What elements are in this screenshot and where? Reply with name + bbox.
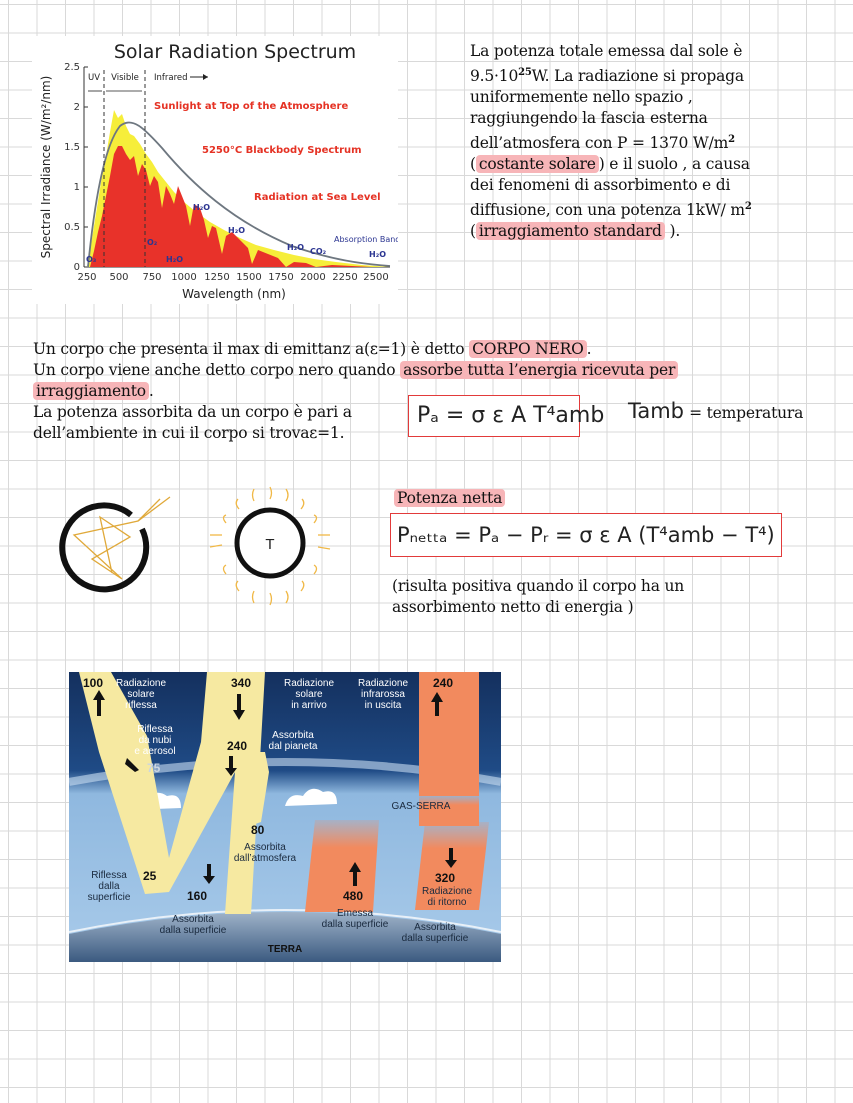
value-480: 480 — [343, 889, 364, 903]
value-160: 160 — [187, 889, 208, 903]
molecule-h2o: H₂O — [166, 255, 183, 264]
y-tick: 2 — [73, 102, 80, 113]
label-sea-level: Radiation at Sea Level — [254, 192, 381, 203]
label-ass-atm: Assorbita dall’atmosfera — [233, 842, 297, 864]
intro-line: raggiungendo la fascia esterna — [470, 109, 708, 128]
absorbed-power-formula-box — [408, 395, 605, 437]
net-power-formula-box — [390, 513, 782, 557]
x-tick: 2000 — [300, 272, 326, 283]
label-ass-sup2: Assorbita dalla superficie — [401, 922, 469, 944]
highlight-assorbe: assorbe tutta l’energia ricevuta per — [400, 361, 678, 379]
label-ass-pianeta: Assorbita dal pianeta — [268, 730, 318, 752]
label-terra: TERRA — [267, 944, 303, 955]
intro-line: La potenza totale emessa dal sole è — [470, 42, 743, 60]
y-tick: 0.5 — [64, 222, 80, 233]
molecule-h2o: H₂O — [369, 250, 386, 259]
label-rifl-nubi: Riflessa da nubi e aerosol — [134, 724, 176, 757]
tamb-description: = temperatura — [689, 404, 804, 422]
label-rifl-solare: Radiazione solare riflessa — [115, 678, 167, 711]
sea-level-area — [90, 146, 372, 267]
intro-line: dell’atmosfera con P = 1370 $W/m^2$ — [470, 134, 735, 153]
intro-line: ( irraggiamento standard ). — [470, 222, 681, 241]
y-tick: 1.5 — [64, 142, 80, 153]
solar-spectrum-svg — [32, 36, 398, 304]
molecule-o3: O₃ — [86, 255, 97, 264]
bb-line: Un corpo che presenta il max di emittanz a(ε=1) è detto CORPO NERO . — [33, 340, 592, 358]
energy-budget-svg — [69, 672, 501, 962]
chart-title: Solar Radiation Spectrum — [113, 41, 357, 63]
highlight-irraggiamento-standard: irraggiamento standard — [476, 222, 665, 240]
y-tick: 2.5 — [64, 62, 80, 73]
molecule-o2: O₂ — [147, 238, 158, 247]
value-240b: 240 — [433, 676, 454, 690]
bb-line: irraggiamento . — [33, 381, 833, 402]
band-infrared: Infrared — [154, 73, 188, 83]
y-tick: 1 — [73, 182, 80, 193]
value-320: 320 — [435, 871, 456, 885]
intro-line: diffusione, con una potenza 1kW/ $m^2$ — [470, 201, 752, 220]
net-power-title: Potenza netta — [394, 489, 505, 507]
label-emessa: Emessa dalla superficie — [321, 908, 389, 930]
x-axis-label: Wavelength (nm) — [182, 287, 286, 301]
absorbed-power-formula: Pₐ = σ ε A T⁴amb — [417, 403, 605, 428]
intro-line: dei fenomeni di assorbimento e di — [470, 176, 731, 195]
cavity-ring — [62, 505, 146, 589]
molecule-h2o: H₂O — [228, 226, 245, 235]
x-tick: 2250 — [332, 272, 358, 283]
y-axis-label: Spectral Irradiance (W/m²/nm) — [39, 75, 53, 259]
solar-spectrum-chart — [32, 36, 398, 304]
highlight-irraggiamento: irraggiamento — [33, 382, 149, 400]
label-rifl-sup: Riflessa dalla superficie — [87, 870, 131, 903]
band-uv: UV — [87, 73, 101, 83]
sphere-temperature-label: T — [265, 536, 275, 553]
label-top-atmosphere: Sunlight at Top of the Atmosphere — [154, 101, 349, 112]
highlight-costante-solare: costante solare — [476, 155, 599, 173]
value-80: 80 — [251, 823, 265, 837]
x-tick: 1000 — [171, 272, 197, 283]
band-visible: Visible — [111, 73, 139, 83]
net-power-title-wrap — [394, 488, 505, 509]
intro-line: uniformemente nello spazio , — [470, 88, 693, 107]
intro-text — [470, 41, 830, 242]
label-rad-arrivo: Radiazione solare in arrivo — [283, 678, 335, 711]
x-tick: 2500 — [363, 272, 389, 283]
label-ass-sup: Assorbita dalla superficie — [159, 914, 227, 936]
cavity-svg — [30, 477, 363, 622]
label-ritorno: Radiazione di ritorno — [421, 886, 473, 908]
bb-line: Un corpo viene anche detto corpo nero quando assorbe tutta l’energia ricevuta per — [33, 360, 833, 381]
cavity-illustration — [30, 477, 363, 622]
energy-budget-diagram — [69, 672, 501, 962]
tamb-definition — [628, 399, 803, 424]
x-tick: 1500 — [236, 272, 262, 283]
net-power-note — [392, 576, 832, 618]
label-absorption-bands: Absorption Bands — [334, 235, 398, 244]
molecule-co2: CO₂ — [310, 247, 327, 256]
x-tick: 750 — [142, 272, 162, 283]
label-blackbody: 5250°C Blackbody Spectrum — [202, 145, 362, 156]
value-100: 100 — [83, 676, 104, 690]
net-note-line: (risulta positiva quando il corpo ha un — [392, 577, 685, 595]
bb-line: La potenza assorbita da un corpo è pari a — [33, 403, 352, 421]
value-25: 25 — [143, 869, 157, 883]
x-tick: 1250 — [204, 272, 230, 283]
x-tick: 250 — [77, 272, 97, 283]
value-340: 340 — [231, 676, 252, 690]
label-gas-serra: GAS-SERRA — [391, 801, 451, 812]
label-rad-ir: Radiazione infrarossa in uscita — [357, 678, 409, 711]
highlight-corpo-nero: CORPO NERO — [469, 340, 587, 358]
surface-emission-band — [305, 820, 379, 912]
ir-outgoing-band — [419, 672, 479, 796]
intro-line: $9.5\cdot 10^{25}W$. La radiazione si propaga — [470, 67, 744, 86]
intro-line: ( costante solare ) e il suolo , a causa — [470, 155, 750, 174]
net-note-line: assorbimento netto di energia ) — [392, 598, 634, 616]
net-power-formula: Pₙₑₜₜₐ = Pₐ − Pᵣ = σ ε A (T⁴amb − T⁴) — [397, 523, 775, 547]
x-tick: 1750 — [268, 272, 294, 283]
y-tick: 0 — [73, 262, 80, 273]
molecule-h2o: H₂O — [193, 203, 210, 212]
value-240a: 240 — [227, 739, 248, 753]
tamb-symbol: Tamb — [628, 399, 685, 423]
bb-line: dell’ambiente in cui il corpo si trovaε=1. — [33, 424, 345, 442]
value-75: 75 — [147, 761, 161, 775]
x-tick: 500 — [109, 272, 129, 283]
molecule-h2o: H₂O — [287, 243, 304, 252]
